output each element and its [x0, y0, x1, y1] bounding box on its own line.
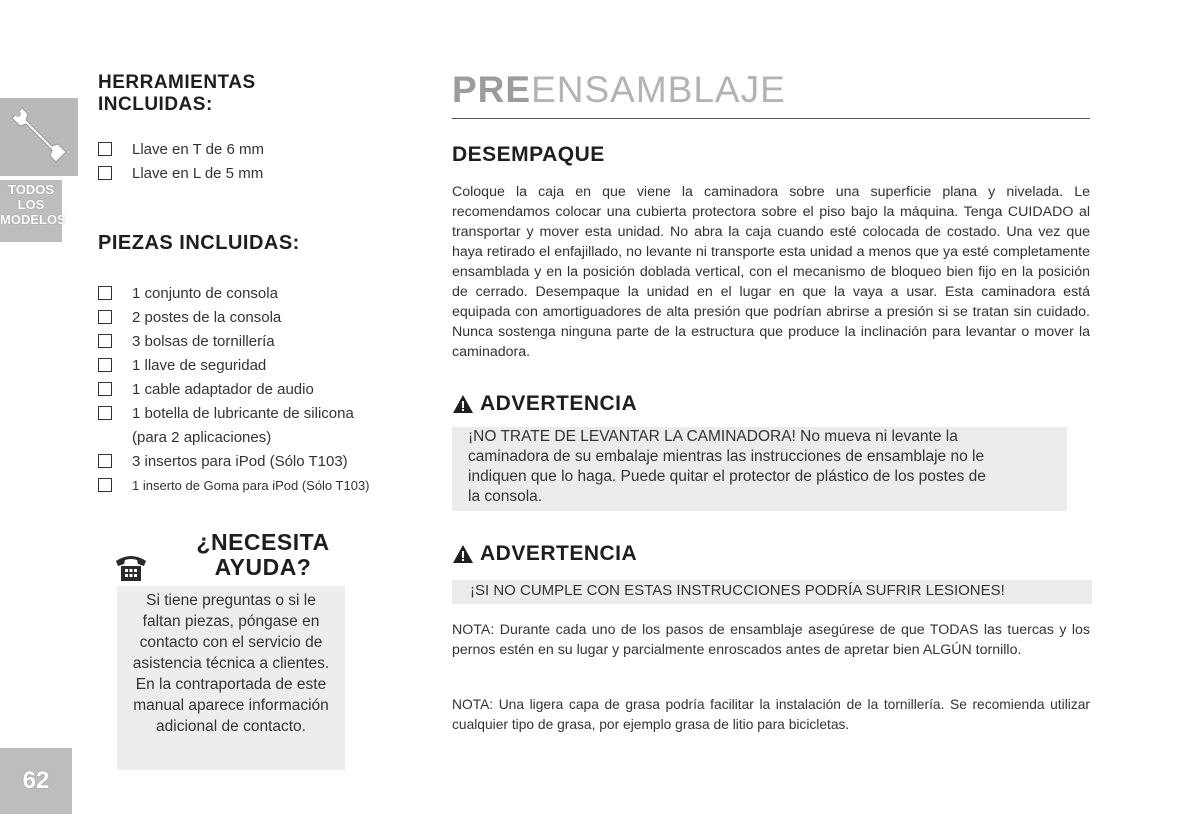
- warning-line: ¡SI NO CUMPLE CON ESTAS INSTRUCCIONES PODRÍA SUFRIR LESIONES!: [470, 582, 1005, 599]
- list-item: [98, 474, 428, 498]
- help-line: faltan piezas, póngase en: [142, 613, 320, 630]
- checkbox[interactable]: [98, 382, 112, 396]
- help-title-line: AYUDA?: [214, 554, 312, 580]
- warning-icon: [452, 544, 474, 564]
- telephone-icon: [115, 552, 147, 582]
- wrench-icon: [0, 98, 78, 176]
- list-item-label: 1 llave de seguridad: [132, 357, 267, 374]
- checkbox[interactable]: [98, 406, 112, 420]
- help-line: contacto con el servicio de: [139, 634, 323, 651]
- help-title: [183, 530, 343, 580]
- parts-list: [98, 282, 428, 498]
- page-title-light: ENSAMBLAJE: [531, 69, 786, 110]
- list-item-label: 1 inserto de Goma para iPod (Sólo T103): [132, 478, 370, 493]
- page-title-bold: PRE: [452, 69, 532, 110]
- list-item: [98, 330, 428, 354]
- warning-box: [452, 580, 1092, 604]
- list-item-label: 1 conjunto de consola: [132, 285, 278, 302]
- list-item: [98, 402, 428, 450]
- list-item: [98, 450, 428, 474]
- tools-heading: [98, 72, 308, 116]
- warning-line: la consola.: [468, 488, 543, 505]
- page-number: 62: [0, 748, 72, 814]
- list-item-label: 2 postes de la consola: [132, 309, 282, 326]
- tab-label-line: MODELOS: [0, 212, 66, 227]
- checkbox[interactable]: [98, 286, 112, 300]
- list-item: [98, 306, 428, 330]
- list-item: [98, 162, 428, 186]
- tab-label-line: TODOS: [8, 182, 54, 197]
- left-column: [98, 72, 428, 498]
- parts-heading: PIEZAS INCLUIDAS:: [98, 232, 300, 254]
- list-item-continuation: (para 2 aplicaciones): [132, 429, 272, 446]
- help-line: asistencia técnica a clientes.: [132, 655, 330, 672]
- warning-line: caminadora de su embalaje mientras las instrucciones de ensamblaje no le: [468, 448, 985, 465]
- note-paragraph: NOTA: Durante cada uno de los pasos de ensamblaje asegúrese de que TODAS las tuercas y los pernos estén en su lugar y parcialmente enroscados antes de apretar bien ALGÚN tornillo.: [452, 622, 1090, 658]
- note-paragraph: NOTA: Una ligera capa de grasa podría facilitar la instalación de la tornillería. Se recomienda utilizar cualquier tipo de grasa, por ejemplo grasa de litio para bicicletas.: [452, 697, 1090, 732]
- help-title-line: ¿NECESITA: [196, 529, 330, 555]
- list-item: [98, 282, 428, 306]
- tools-heading-line: INCLUIDAS:: [98, 94, 213, 115]
- all-models-tab: [0, 180, 66, 242]
- help-line: En la contraportada de este: [135, 676, 327, 693]
- checkbox[interactable]: [98, 334, 112, 348]
- tab-label-line: LOS: [17, 197, 45, 212]
- checkbox[interactable]: [98, 454, 112, 468]
- list-item-label: 3 insertos para iPod (Sólo T103): [132, 453, 348, 470]
- help-line: manual aparece información: [133, 697, 329, 714]
- list-item-label: Llave en T de 6 mm: [132, 141, 265, 158]
- warning-icon: [452, 394, 474, 414]
- checkbox[interactable]: [98, 310, 112, 324]
- help-line: Si tiene preguntas o si le: [146, 592, 316, 609]
- list-item-label: 1 botella de lubricante de silicona: [132, 405, 354, 422]
- warning-heading: [452, 542, 637, 566]
- list-item-label: 3 bolsas de tornillería: [132, 333, 275, 350]
- warning-heading-label: ADVERTENCIA: [480, 542, 638, 565]
- list-item: [98, 138, 428, 162]
- checkbox[interactable]: [98, 142, 112, 156]
- tools-heading-line: HERRAMIENTAS: [98, 72, 256, 93]
- checkbox[interactable]: [98, 358, 112, 372]
- tools-list: [98, 138, 428, 186]
- warning-line: indiquen que lo haga. Puede quitar el protector de plástico de los postes de: [468, 468, 986, 485]
- tools-tab: [0, 98, 78, 176]
- list-item: [98, 378, 428, 402]
- warning-heading-label: ADVERTENCIA: [480, 392, 638, 415]
- list-item-label: 1 cable adaptador de audio: [132, 381, 314, 398]
- help-box: [117, 586, 345, 770]
- list-item-label: Llave en L de 5 mm: [132, 165, 264, 182]
- warning-heading: [452, 392, 637, 416]
- warning-box: [452, 427, 1067, 511]
- list-item: [98, 354, 428, 378]
- checkbox[interactable]: [98, 166, 112, 180]
- warning-line: ¡NO TRATE DE LEVANTAR LA CAMINADORA! No mueva ni levante la: [468, 428, 958, 445]
- help-line: adicional de contacto.: [156, 718, 306, 735]
- checkbox[interactable]: [98, 478, 112, 492]
- section-heading: DESEMPAQUE: [452, 143, 605, 166]
- unpacking-paragraph: Coloque la caja en que viene la caminadora sobre una superficie plana y nivelada. Le recomendamos colocar una cubierta protectora sobre el piso bajo la máquina. Tenga CUIDADO al transportar y mover esta unidad. No abra la caja cuando esté colocada de costado. Una vez que haya retirado el enfajillado, no levante ni transporte esta unidad a menos que ya esté completamente ensamblada y en la posición doblada vertical, con el mecanismo de bloqueo bien fijo en la posición de cerrado. Desempaque la unidad en el lugar en que la vaya a usar. Esta caminadora está equipada con amortiguadores de alta presión que podrían abrirse a presión si se tratan sin cuidado. Nunca sostenga ninguna parte de la estructura que produce la inclinación para levantar o mover la caminadora.: [452, 184, 1090, 360]
- page-title: [452, 68, 786, 112]
- title-divider: [452, 118, 1090, 119]
